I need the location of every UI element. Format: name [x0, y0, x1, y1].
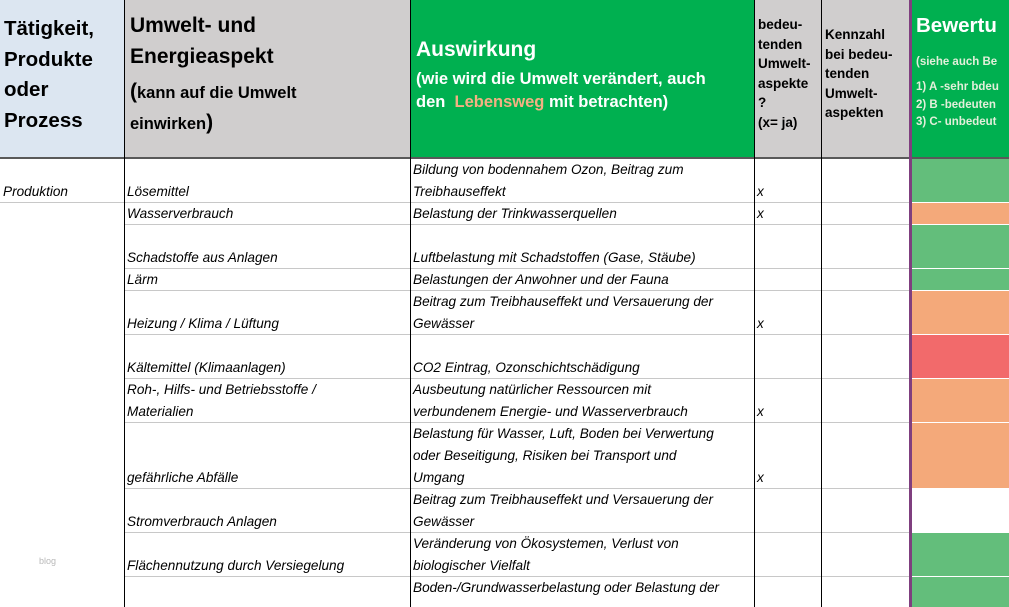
header-kz-line: Umwelt-	[825, 85, 878, 101]
significant-cell[interactable]: x	[757, 316, 764, 331]
header-aspect-line: Energieaspekt	[130, 45, 274, 68]
col-border	[754, 0, 755, 607]
impact-cell[interactable]: Treibhauseffekt	[413, 184, 506, 199]
rating-cell[interactable]	[912, 159, 1009, 202]
impact-cell[interactable]: verbundenem Energie- und Wasserverbrauch	[413, 404, 688, 419]
header-aspect-sub: einwirken	[130, 115, 207, 133]
header-impact-title: Auswirkung	[416, 38, 537, 61]
header-impact-sub: mit betrachten)	[548, 93, 669, 111]
col-border	[410, 0, 411, 607]
aspect-cell[interactable]: Roh-, Hilfs- und Betriebsstoffe /	[127, 382, 316, 397]
header-activity	[0, 0, 124, 157]
rating-cell[interactable]	[912, 291, 1009, 334]
impact-cell[interactable]: Gewässer	[413, 514, 475, 529]
rating-cell[interactable]	[912, 423, 1009, 488]
impact-cell[interactable]: Beitrag zum Treibhauseffekt und Versauerung der	[413, 492, 713, 507]
header-aspect-line: Umwelt- und	[130, 14, 256, 37]
impact-cell[interactable]: Ausbeutung natürlicher Ressourcen mit	[413, 382, 652, 397]
col-border	[821, 0, 822, 607]
header-sig-line: Umwelt-	[758, 56, 811, 71]
impact-cell[interactable]: Belastung für Wasser, Luft, Boden bei Verwertung	[413, 426, 714, 441]
rating-cell[interactable]	[912, 533, 1009, 576]
impact-cell[interactable]: Belastung der Trinkwasserquellen	[413, 206, 617, 221]
impact-cell[interactable]: Beitrag zum Treibhauseffekt und Versauerung der	[413, 294, 713, 309]
header-significant	[755, 0, 821, 157]
col-border-frozen	[909, 0, 912, 607]
aspect-cell[interactable]: Flächennutzung durch Versiegelung	[127, 558, 345, 573]
aspect-cell[interactable]: gefährliche Abfälle	[127, 470, 239, 485]
rating-cell[interactable]	[912, 379, 1009, 422]
header-rating-item: 1) A -sehr bdeu	[916, 81, 999, 93]
header-kennzahl	[822, 0, 910, 157]
impact-cell[interactable]: Umgang	[413, 470, 465, 485]
header-impact-sub: den	[416, 93, 446, 111]
header-kz-line: tenden	[825, 66, 870, 81]
header-aspect	[125, 0, 410, 157]
header-kz-line: bei bedeu-	[825, 46, 893, 62]
aspect-cell[interactable]: Heizung / Klima / Lüftung	[127, 316, 279, 331]
watermark: blog	[39, 556, 57, 566]
rating-cell[interactable]	[912, 577, 1009, 607]
paren-close: )	[206, 111, 214, 134]
impact-cell[interactable]: Belastungen der Anwohner und der Fauna	[413, 272, 669, 287]
rating-cell[interactable]	[912, 203, 1009, 224]
header-sig-line: tenden	[758, 36, 803, 52]
header-activity-line: Produkte	[4, 47, 93, 71]
header-aspect-sub: kann auf die Umwelt	[137, 84, 297, 102]
header-sig-line: bedeu-	[758, 17, 803, 32]
rating-cell[interactable]	[912, 225, 1009, 268]
header-rating-item: 3) C- unbedeut	[916, 116, 997, 128]
impact-cell[interactable]: biologischer Vielfalt	[413, 558, 530, 573]
impact-cell[interactable]: Veränderung von Ökosystemen, Verlust von	[413, 536, 679, 551]
aspect-cell[interactable]: Schadstoffe aus Anlagen	[127, 250, 278, 265]
header-rating-note: (siehe auch Be	[916, 56, 998, 68]
significant-cell[interactable]: x	[757, 206, 764, 221]
activity-cell[interactable]: Produktion	[3, 184, 68, 199]
aspect-cell[interactable]: Stromverbrauch Anlagen	[127, 514, 277, 529]
rating-cell[interactable]	[912, 489, 1009, 532]
header-activity-line: Prozess	[4, 108, 83, 132]
rating-cell[interactable]	[912, 269, 1009, 290]
col-border	[124, 0, 125, 607]
header-impact	[411, 0, 754, 157]
impact-cell[interactable]: Boden-/Grundwasserbelastung oder Belastung der	[413, 580, 720, 595]
header-rating	[912, 0, 1009, 157]
aspect-cell[interactable]: Lösemittel	[127, 184, 189, 199]
aspect-cell[interactable]: Lärm	[127, 272, 158, 287]
lebensweg-highlight: Lebensweg	[454, 93, 545, 111]
header-rating-item: 2) B -bedeuten	[916, 98, 996, 111]
impact-cell[interactable]: Luftbelastung mit Schadstoffen (Gase, Stäube)	[413, 250, 696, 265]
header-impact-sub: (wie wird die Umwelt verändert, auch	[416, 70, 706, 88]
header-sig-line: (x= ja)	[758, 114, 798, 130]
header-activity-line: oder	[4, 78, 49, 101]
impact-cell[interactable]: oder Beseitigung, Risiken bei Transport und	[413, 448, 677, 463]
header-kz-line: Kennzahl	[825, 27, 886, 42]
rating-cell[interactable]	[912, 335, 1009, 378]
header-rating-title: Bewertu	[916, 14, 997, 37]
aspect-cell[interactable]: Wasserverbrauch	[127, 206, 234, 221]
aspect-cell[interactable]: Kältemittel (Klimaanlagen)	[127, 360, 286, 375]
significant-cell[interactable]: x	[757, 404, 764, 419]
header-kz-line: aspekten	[825, 105, 884, 120]
impact-cell[interactable]: Gewässer	[413, 316, 475, 331]
impact-cell[interactable]: Bildung von bodennahem Ozon, Beitrag zum	[413, 162, 684, 177]
header-sig-line: aspekte	[758, 75, 809, 91]
paren-open: (	[130, 80, 137, 103]
aspect-cell[interactable]: Materialien	[127, 404, 194, 419]
impact-cell[interactable]: CO2 Eintrag, Ozonschichtschädigung	[413, 360, 640, 375]
header-activity-line: Tätigkeit,	[4, 17, 94, 40]
header-sig-line: ?	[758, 95, 767, 110]
significant-cell[interactable]: x	[757, 470, 764, 485]
significant-cell[interactable]: x	[757, 184, 764, 199]
